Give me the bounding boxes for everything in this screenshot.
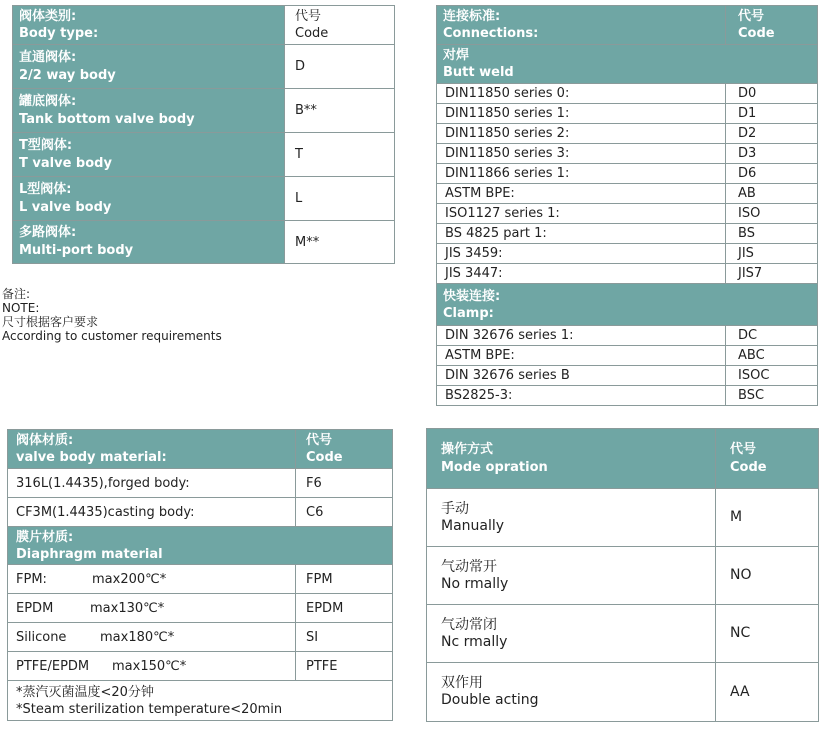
connection-code: BS xyxy=(726,224,818,244)
connection-code: DC xyxy=(726,326,818,346)
diaphragm-title-en: Diaphragm material xyxy=(16,546,163,562)
body-type-cn: L型阀体: xyxy=(19,181,72,197)
note-text-cn: 尺寸根据客户要求 xyxy=(2,315,99,329)
mode-header-cn: 操作方式 xyxy=(441,441,494,457)
body-type-label xyxy=(13,133,285,177)
code-cn: 代号 xyxy=(730,441,757,457)
mode-cn: 双作用 xyxy=(441,675,483,691)
body-type-row xyxy=(13,177,395,221)
diaphragm-temp: max130℃* xyxy=(90,600,165,616)
code-en: Code xyxy=(306,450,343,465)
diaphragm-section-title xyxy=(8,527,393,565)
connection-name: DIN11850 series 0: xyxy=(437,84,726,104)
connection-code: D1 xyxy=(726,104,818,124)
connection-name: BS 4825 part 1: xyxy=(437,224,726,244)
connection-name: DIN11850 series 3: xyxy=(437,144,726,164)
diaphragm-name-cell xyxy=(8,623,296,652)
body-type-cn: 多路阀体: xyxy=(19,225,77,240)
body-type-label xyxy=(13,221,285,264)
mode-header-code xyxy=(716,429,819,489)
body-type-en: Tank bottom valve body xyxy=(19,111,195,127)
connection-name: DIN11850 series 1: xyxy=(437,104,726,124)
mode-cn: 手动 xyxy=(441,500,469,517)
connection-name: ISO1127 series 1: xyxy=(437,204,726,224)
body-type-en: L valve body xyxy=(19,199,112,215)
body-type-header-code xyxy=(285,6,395,45)
connection-code: AB xyxy=(726,184,818,204)
connection-code: D2 xyxy=(726,124,818,144)
diaphragm-temp: max150℃* xyxy=(112,658,187,674)
note-block xyxy=(2,287,222,343)
body-type-cn: 罐底阀体: xyxy=(19,93,77,109)
material-row xyxy=(8,498,393,527)
code-en: Code xyxy=(295,26,329,41)
diaphragm-row xyxy=(8,565,393,594)
footnote-en: *Steam sterilization temperature<20min xyxy=(16,701,283,717)
connection-row xyxy=(437,386,818,406)
body-type-row xyxy=(13,221,395,264)
mode-row xyxy=(427,663,819,722)
connection-code: D0 xyxy=(726,84,818,104)
diaphragm-name-cell xyxy=(8,594,296,623)
note-text-en: According to customer requirements xyxy=(2,329,222,343)
connection-code: ABC xyxy=(726,346,818,366)
clamp-cn: 快装连接: xyxy=(443,288,501,304)
mode-header-en: Mode opration xyxy=(441,459,548,475)
connection-name: DIN11850 series 2: xyxy=(437,124,726,144)
footnote-row xyxy=(8,681,393,721)
connection-name: JIS 3459: xyxy=(437,244,726,264)
mode-table xyxy=(426,428,819,722)
diaphragm-code: EPDM xyxy=(296,594,393,623)
code-cn: 代号 xyxy=(295,9,322,24)
mode-label xyxy=(427,605,716,663)
body-type-cn: 直通阀体: xyxy=(19,49,77,65)
material-header-row xyxy=(8,430,393,469)
butt-weld-en: Butt weld xyxy=(443,65,514,80)
body-type-header-row xyxy=(13,6,395,45)
connection-code: ISO xyxy=(726,204,818,224)
diaphragm-code: FPM xyxy=(296,565,393,594)
connections-header-label xyxy=(437,6,726,45)
connection-row xyxy=(437,326,818,346)
diaphragm-name: EPDM xyxy=(16,600,54,616)
clamp-section-row xyxy=(437,284,818,326)
mode-row xyxy=(427,547,819,605)
code-cn: 代号 xyxy=(306,433,333,448)
connection-name: DIN11866 series 1: xyxy=(437,164,726,184)
mode-row xyxy=(427,605,819,663)
material-header-label xyxy=(8,430,296,469)
connection-row xyxy=(437,164,818,184)
body-type-label xyxy=(13,45,285,89)
connection-row xyxy=(437,346,818,366)
clamp-en: Clamp: xyxy=(443,305,494,321)
connections-header-code xyxy=(726,6,818,45)
body-type-en: T valve body xyxy=(19,155,112,171)
body-type-label xyxy=(13,89,285,133)
butt-weld-section-title xyxy=(437,45,818,84)
diaphragm-name-cell xyxy=(8,652,296,681)
material-header-code xyxy=(296,430,393,469)
connections-header-row xyxy=(437,6,818,45)
body-type-row xyxy=(13,133,395,177)
diaphragm-temp: max180℃* xyxy=(100,629,175,645)
connection-row xyxy=(437,204,818,224)
connection-code: BSC xyxy=(726,386,818,406)
body-type-row xyxy=(13,89,395,133)
diaphragm-code: PTFE xyxy=(296,652,393,681)
note-label-cn: 备注: xyxy=(2,287,31,301)
connection-row xyxy=(437,224,818,244)
connection-code: JIS7 xyxy=(726,264,818,284)
mode-en: No rmally xyxy=(441,575,509,592)
material-header-en: valve body material: xyxy=(16,450,167,465)
diaphragm-name: FPM: xyxy=(16,571,47,587)
body-type-header-label xyxy=(13,6,285,45)
connection-name: BS2825-3: xyxy=(437,386,726,406)
butt-weld-section-row xyxy=(437,45,818,84)
material-code: F6 xyxy=(296,469,393,498)
mode-cn: 气动常闭 xyxy=(441,616,497,633)
material-name: CF3M(1.4435)casting body: xyxy=(8,498,296,527)
body-type-header-en: Body type: xyxy=(19,26,99,41)
connections-header-cn: 连接标准: xyxy=(443,9,501,24)
body-type-en: 2/2 way body xyxy=(19,67,116,83)
material-table xyxy=(7,429,393,721)
mode-code: NC xyxy=(716,605,819,663)
connection-row xyxy=(437,124,818,144)
diaphragm-row xyxy=(8,594,393,623)
connection-row xyxy=(437,104,818,124)
material-row xyxy=(8,469,393,498)
mode-header-label xyxy=(427,429,716,489)
connection-row xyxy=(437,84,818,104)
diaphragm-code: SI xyxy=(296,623,393,652)
connection-code: ISOC xyxy=(726,366,818,386)
note-label-en: NOTE: xyxy=(2,301,40,315)
mode-code: M xyxy=(716,489,819,547)
code-en: Code xyxy=(738,26,775,41)
body-type-label xyxy=(13,177,285,221)
butt-weld-cn: 对焊 xyxy=(443,48,470,63)
mode-row xyxy=(427,489,819,547)
clamp-section-title xyxy=(437,284,818,326)
material-header-cn: 阀体材质: xyxy=(16,433,74,448)
body-type-code: T xyxy=(285,133,395,177)
connection-name: JIS 3447: xyxy=(437,264,726,284)
mode-en: Double acting xyxy=(441,692,539,708)
connection-code: JIS xyxy=(726,244,818,264)
connection-name: ASTM BPE: xyxy=(437,346,726,366)
body-type-code: B** xyxy=(285,89,395,133)
body-type-code: L xyxy=(285,177,395,221)
body-type-en: Multi-port body xyxy=(19,243,134,258)
connection-row xyxy=(437,244,818,264)
material-code: C6 xyxy=(296,498,393,527)
code-en: Code xyxy=(730,459,767,475)
mode-label xyxy=(427,547,716,605)
mode-code: NO xyxy=(716,547,819,605)
mode-code: AA xyxy=(716,663,819,722)
connection-row xyxy=(437,184,818,204)
diaphragm-name: PTFE/EPDM xyxy=(16,658,90,674)
body-type-cn: T型阀体: xyxy=(19,137,73,153)
diaphragm-row xyxy=(8,652,393,681)
diaphragm-title-cn: 膜片材质: xyxy=(16,529,74,545)
body-type-row xyxy=(13,45,395,89)
diaphragm-row xyxy=(8,623,393,652)
diaphragm-name: Silicone xyxy=(16,629,67,645)
connection-name: DIN 32676 series 1: xyxy=(437,326,726,346)
mode-header-row xyxy=(427,429,819,489)
connections-table xyxy=(436,5,818,406)
connections-header-en: Connections: xyxy=(443,26,539,41)
connection-code: D3 xyxy=(726,144,818,164)
diaphragm-temp: max200℃* xyxy=(92,571,167,587)
connection-code: D6 xyxy=(726,164,818,184)
body-type-table xyxy=(12,5,395,264)
diaphragm-name-cell xyxy=(8,565,296,594)
connection-row xyxy=(437,264,818,284)
connection-name: DIN 32676 series B xyxy=(437,366,726,386)
body-type-header-cn: 阀体类别: xyxy=(19,9,77,24)
mode-en: Manually xyxy=(441,517,505,534)
footnote-cn: *蒸汽灭菌温度<20分钟 xyxy=(16,684,154,700)
body-type-code: M** xyxy=(285,221,395,264)
material-name: 316L(1.4435),forged body: xyxy=(8,469,296,498)
diaphragm-section-row xyxy=(8,527,393,565)
code-cn: 代号 xyxy=(738,9,765,24)
connection-row xyxy=(437,366,818,386)
mode-label xyxy=(427,663,716,722)
body-type-code: D xyxy=(285,45,395,89)
mode-cn: 气动常开 xyxy=(441,558,497,575)
mode-en: Nc rmally xyxy=(441,633,508,650)
connection-name: ASTM BPE: xyxy=(437,184,726,204)
connection-row xyxy=(437,144,818,164)
footnote xyxy=(8,681,393,721)
mode-label xyxy=(427,489,716,547)
